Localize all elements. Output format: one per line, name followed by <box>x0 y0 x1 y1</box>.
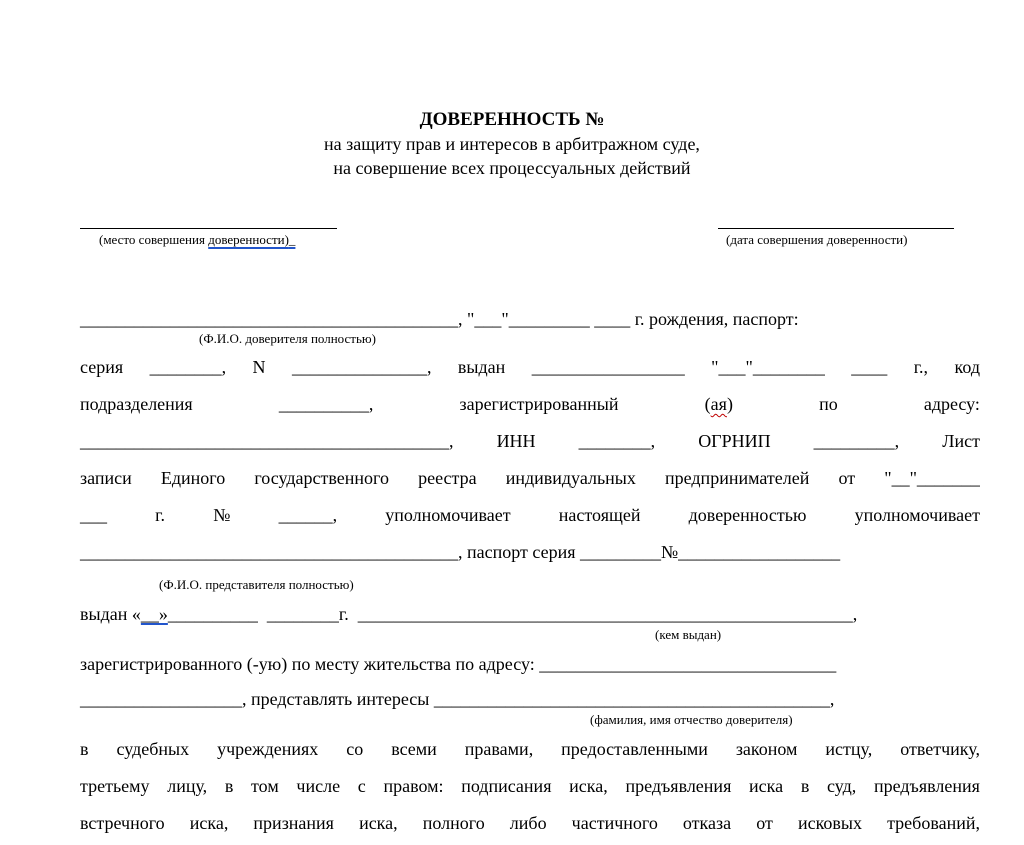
date-line <box>718 228 954 229</box>
issued-line: выдан «__»__________ ________г. _______________________________________________________, <box>80 604 858 624</box>
inn-line: _________________________________________, ИНН ________, ОГРНИП _________, Лист <box>80 431 980 451</box>
grantor-fio-caption: (фамилия, имя отчество доверителя) <box>590 712 793 727</box>
place-caption: (место совершения доверенности)_ <box>99 232 296 247</box>
rights-line-2: третьему лицу, в том числе с правом: подписания иска, предъявления иска в суд, предъявления <box>80 776 980 796</box>
document-title: ДОВЕРЕННОСТЬ № <box>419 109 605 130</box>
registry-line: записи Единого государственного реестра индивидуальных предпринимателей от "__"_______ <box>80 468 980 488</box>
rights-line-1: в судебных учреждениях со всеми правами, предоставленными законом истцу, ответчику, <box>80 739 980 759</box>
passport-line: серия ________, N _______________, выдан _________________ "___"________ ____ г., код <box>80 357 980 377</box>
grantor-caption: (Ф.И.О. доверителя полностью) <box>199 331 376 346</box>
place-line <box>80 228 337 229</box>
authorizes-line: ___ г. № ______, уполномочивает настоящей доверенностью уполномочивает <box>80 505 980 525</box>
rights-line-3: встречного иска, признания иска, полного либо частичного отказа от исковых требований, <box>80 813 980 833</box>
grantor-line: __________________________________________, "___"_________ ____ г. рождения, паспорт: <box>80 309 799 329</box>
representative-caption: (Ф.И.О. представителя полностью) <box>159 577 354 592</box>
representative-line: __________________________________________, паспорт серия _________№__________________ <box>80 542 841 562</box>
represent-line: __________________, представлять интересы ____________________________________________, <box>80 689 835 709</box>
gender-suffix: (ая) <box>704 394 733 414</box>
registration-line: подразделения __________, зарегистрированный (ая) по адресу: <box>80 394 980 414</box>
document-subtitle-2: на совершение всех процессуальных действий <box>333 158 691 178</box>
residence-line: зарегистрированного (-ую) по месту жительства по адресу: _________________________________ <box>80 654 837 674</box>
document-subtitle-1: на защиту прав и интересов в арбитражном суде, <box>324 134 700 154</box>
issued-caption: (кем выдан) <box>655 627 722 642</box>
date-caption: (дата совершения доверенности) <box>726 232 908 247</box>
